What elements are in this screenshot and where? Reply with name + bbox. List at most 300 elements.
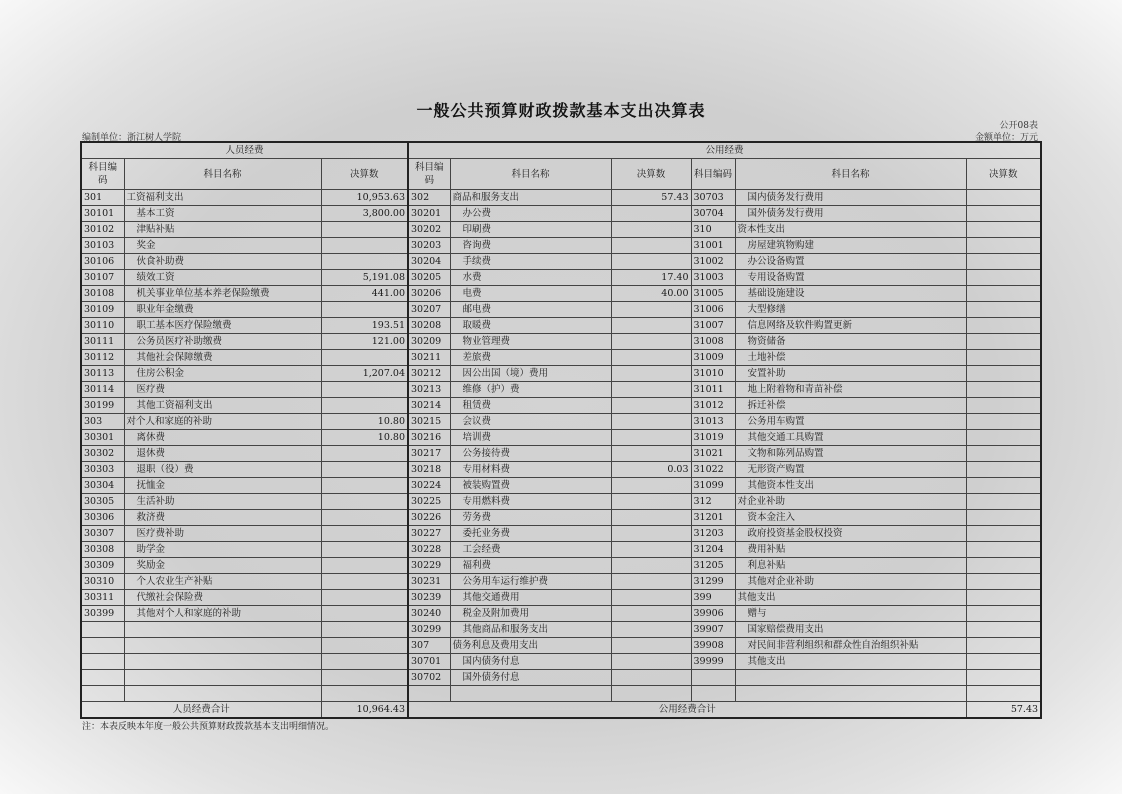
item-name: 劳务费 <box>450 510 611 526</box>
item-code: 30112 <box>81 350 124 366</box>
item-amount: 121.00 <box>321 334 408 350</box>
col-header-amount: 决算数 <box>321 159 408 190</box>
item-amount <box>966 622 1041 638</box>
item-name: 资本性支出 <box>735 222 966 238</box>
item-amount <box>966 590 1041 606</box>
item-code: 30202 <box>408 222 450 238</box>
item-name: 土地补偿 <box>735 350 966 366</box>
item-name <box>124 670 321 686</box>
table-row <box>81 478 1041 494</box>
item-name: 房屋建筑物购建 <box>735 238 966 254</box>
item-amount <box>611 558 691 574</box>
col-header-name: 科目名称 <box>735 159 966 190</box>
item-name: 专用设备购置 <box>735 270 966 286</box>
item-amount <box>611 478 691 494</box>
item-code: 310 <box>691 222 735 238</box>
item-name: 机关事业单位基本养老保险缴费 <box>124 286 321 302</box>
item-name: 基本工资 <box>124 206 321 222</box>
table-row <box>81 430 1041 446</box>
item-name: 信息网络及软件购置更新 <box>735 318 966 334</box>
item-amount <box>321 254 408 270</box>
item-name: 福利费 <box>450 558 611 574</box>
item-name: 伙食补助费 <box>124 254 321 270</box>
item-amount <box>966 654 1041 670</box>
item-name: 办公费 <box>450 206 611 222</box>
item-code: 39999 <box>691 654 735 670</box>
item-code: 31013 <box>691 414 735 430</box>
item-name: 水费 <box>450 270 611 286</box>
item-amount: 10.80 <box>321 414 408 430</box>
item-code: 31002 <box>691 254 735 270</box>
item-amount <box>966 398 1041 414</box>
item-name: 电费 <box>450 286 611 302</box>
item-amount <box>611 510 691 526</box>
item-amount <box>321 638 408 654</box>
item-name: 物业管理费 <box>450 334 611 350</box>
item-code: 399 <box>691 590 735 606</box>
item-name <box>124 686 321 702</box>
item-name: 税金及附加费用 <box>450 606 611 622</box>
item-code: 30702 <box>408 670 450 686</box>
item-amount <box>611 398 691 414</box>
item-name: 其他交通费用 <box>450 590 611 606</box>
table-row <box>81 494 1041 510</box>
item-code: 31009 <box>691 350 735 366</box>
page-title: 一般公共预算财政拨款基本支出决算表 <box>416 101 706 120</box>
item-amount: 0.03 <box>611 462 691 478</box>
item-name <box>735 670 966 686</box>
item-code: 312 <box>691 494 735 510</box>
item-amount: 193.51 <box>321 318 408 334</box>
item-code <box>691 686 735 702</box>
item-code: 30212 <box>408 366 450 382</box>
item-code: 30218 <box>408 462 450 478</box>
item-name: 邮电费 <box>450 302 611 318</box>
item-amount: 57.43 <box>611 190 691 206</box>
item-code: 30302 <box>81 446 124 462</box>
item-code <box>691 670 735 686</box>
item-amount <box>611 606 691 622</box>
item-code: 31012 <box>691 398 735 414</box>
table-row <box>81 382 1041 398</box>
item-code: 30399 <box>81 606 124 622</box>
table-row <box>81 222 1041 238</box>
item-code: 30106 <box>81 254 124 270</box>
item-code: 30203 <box>408 238 450 254</box>
item-amount: 17.40 <box>611 270 691 286</box>
item-amount <box>321 462 408 478</box>
item-code: 30227 <box>408 526 450 542</box>
item-name: 取暖费 <box>450 318 611 334</box>
item-amount <box>611 686 691 702</box>
item-code: 30114 <box>81 382 124 398</box>
item-amount <box>321 606 408 622</box>
item-code: 302 <box>408 190 450 206</box>
table-row <box>81 686 1041 702</box>
item-amount: 3,800.00 <box>321 206 408 222</box>
item-code: 30109 <box>81 302 124 318</box>
item-amount <box>611 302 691 318</box>
item-name: 退职（役）费 <box>124 462 321 478</box>
item-code <box>81 670 124 686</box>
item-amount <box>966 254 1041 270</box>
item-code: 30310 <box>81 574 124 590</box>
item-amount <box>321 350 408 366</box>
item-code: 30303 <box>81 462 124 478</box>
item-name: 国内债务发行费用 <box>735 190 966 206</box>
item-name: 其他资本性支出 <box>735 478 966 494</box>
item-name: 其他支出 <box>735 590 966 606</box>
item-code: 30213 <box>408 382 450 398</box>
public-total-value: 57.43 <box>966 702 1041 719</box>
item-code: 30701 <box>408 654 450 670</box>
item-amount <box>966 574 1041 590</box>
item-amount <box>321 670 408 686</box>
item-amount <box>321 574 408 590</box>
item-amount <box>966 446 1041 462</box>
item-code: 30199 <box>81 398 124 414</box>
item-name: 退休费 <box>124 446 321 462</box>
table-row <box>81 302 1041 318</box>
item-name: 公务员医疗补助缴费 <box>124 334 321 350</box>
col-header-name: 科目名称 <box>124 159 321 190</box>
item-code: 31201 <box>691 510 735 526</box>
item-name: 其他商品和服务支出 <box>450 622 611 638</box>
item-name: 基础设施建设 <box>735 286 966 302</box>
item-name: 职业年金缴费 <box>124 302 321 318</box>
table-row <box>81 254 1041 270</box>
item-amount <box>611 350 691 366</box>
item-code: 30704 <box>691 206 735 222</box>
item-name: 其他交通工具购置 <box>735 430 966 446</box>
item-name: 国家赔偿费用支出 <box>735 622 966 638</box>
table-row <box>81 558 1041 574</box>
item-amount <box>611 238 691 254</box>
table-row <box>81 238 1041 254</box>
table-row <box>81 526 1041 542</box>
item-code <box>81 638 124 654</box>
item-code <box>81 622 124 638</box>
item-amount <box>611 206 691 222</box>
item-amount <box>611 638 691 654</box>
item-name: 其他社会保障缴费 <box>124 350 321 366</box>
item-name: 对企业补助 <box>735 494 966 510</box>
item-amount: 1,207.04 <box>321 366 408 382</box>
item-code: 30207 <box>408 302 450 318</box>
item-name: 地上附着物和青苗补偿 <box>735 382 966 398</box>
item-amount <box>966 222 1041 238</box>
item-code: 307 <box>408 638 450 654</box>
item-amount <box>966 526 1041 542</box>
item-code: 30307 <box>81 526 124 542</box>
item-code: 30226 <box>408 510 450 526</box>
item-name: 个人农业生产补贴 <box>124 574 321 590</box>
org-label: 编制单位：浙江树人学院 <box>82 133 182 143</box>
table-row <box>81 670 1041 686</box>
item-code: 31203 <box>691 526 735 542</box>
item-code: 31010 <box>691 366 735 382</box>
item-amount <box>966 478 1041 494</box>
item-amount <box>966 638 1041 654</box>
item-code: 30239 <box>408 590 450 606</box>
item-amount <box>321 542 408 558</box>
item-name: 手续费 <box>450 254 611 270</box>
item-code: 31006 <box>691 302 735 318</box>
table-row <box>81 606 1041 622</box>
item-name: 委托业务费 <box>450 526 611 542</box>
item-amount <box>966 686 1041 702</box>
item-amount <box>966 190 1041 206</box>
item-name: 其他对企业补助 <box>735 574 966 590</box>
table-row <box>81 542 1041 558</box>
item-code: 30201 <box>408 206 450 222</box>
expenditure-table <box>80 141 1042 719</box>
item-code: 30224 <box>408 478 450 494</box>
item-name: 债务利息及费用支出 <box>450 638 611 654</box>
form-code: 公开08表 <box>999 121 1038 131</box>
personnel-total-value: 10,964.43 <box>321 702 408 719</box>
item-name: 生活补助 <box>124 494 321 510</box>
item-name: 维修（护）费 <box>450 382 611 398</box>
item-amount <box>321 478 408 494</box>
item-name: 绩效工资 <box>124 270 321 286</box>
item-name: 抚恤金 <box>124 478 321 494</box>
item-name: 职工基本医疗保险缴费 <box>124 318 321 334</box>
item-code: 30304 <box>81 478 124 494</box>
item-amount <box>611 446 691 462</box>
item-amount <box>966 366 1041 382</box>
item-code: 30306 <box>81 510 124 526</box>
item-name: 津贴补贴 <box>124 222 321 238</box>
item-amount <box>966 286 1041 302</box>
item-code: 30209 <box>408 334 450 350</box>
item-amount <box>966 270 1041 286</box>
item-name: 国外债务付息 <box>450 670 611 686</box>
item-amount <box>321 590 408 606</box>
item-code: 31019 <box>691 430 735 446</box>
section-public: 公用经费 <box>408 142 1041 159</box>
table-row <box>81 446 1041 462</box>
item-amount <box>611 574 691 590</box>
item-amount <box>611 334 691 350</box>
item-amount <box>966 462 1041 478</box>
table-row <box>81 622 1041 638</box>
item-name: 培训费 <box>450 430 611 446</box>
item-code: 31021 <box>691 446 735 462</box>
item-amount <box>321 622 408 638</box>
item-code: 30110 <box>81 318 124 334</box>
item-amount <box>321 398 408 414</box>
item-code: 30111 <box>81 334 124 350</box>
item-name: 被装购置费 <box>450 478 611 494</box>
item-amount <box>611 622 691 638</box>
item-amount: 10.80 <box>321 430 408 446</box>
item-code: 31008 <box>691 334 735 350</box>
item-name: 对个人和家庭的补助 <box>124 414 321 430</box>
item-amount <box>611 254 691 270</box>
col-header-name: 科目名称 <box>450 159 611 190</box>
item-name: 公务用车购置 <box>735 414 966 430</box>
item-code: 31099 <box>691 478 735 494</box>
item-code <box>81 654 124 670</box>
footnote: 注：本表反映本年度一般公共预算财政拨款基本支出明细情况。 <box>82 722 335 732</box>
item-amount <box>966 670 1041 686</box>
item-code: 30301 <box>81 430 124 446</box>
col-header-code: 科目编码 <box>691 159 735 190</box>
item-amount <box>966 606 1041 622</box>
item-code: 30311 <box>81 590 124 606</box>
item-amount <box>611 494 691 510</box>
item-amount <box>966 318 1041 334</box>
item-amount <box>611 414 691 430</box>
item-name: 专用材料费 <box>450 462 611 478</box>
item-code: 30102 <box>81 222 124 238</box>
item-amount <box>611 590 691 606</box>
item-name: 工资福利支出 <box>124 190 321 206</box>
item-name <box>450 686 611 702</box>
item-code: 31205 <box>691 558 735 574</box>
item-amount <box>611 318 691 334</box>
item-code: 30215 <box>408 414 450 430</box>
item-name: 安置补助 <box>735 366 966 382</box>
table-row <box>81 414 1041 430</box>
item-code: 30107 <box>81 270 124 286</box>
item-name: 国内债务付息 <box>450 654 611 670</box>
item-code: 31011 <box>691 382 735 398</box>
item-name <box>124 622 321 638</box>
item-name: 助学金 <box>124 542 321 558</box>
item-amount <box>966 414 1041 430</box>
item-code: 30217 <box>408 446 450 462</box>
item-name: 办公设备购置 <box>735 254 966 270</box>
item-amount <box>611 366 691 382</box>
item-name: 会议费 <box>450 414 611 430</box>
table-row <box>81 462 1041 478</box>
item-name: 咨询费 <box>450 238 611 254</box>
item-code: 30703 <box>691 190 735 206</box>
item-code: 30108 <box>81 286 124 302</box>
item-code: 39907 <box>691 622 735 638</box>
table-row <box>81 398 1041 414</box>
item-code: 30231 <box>408 574 450 590</box>
col-header-amount: 决算数 <box>611 159 691 190</box>
item-amount <box>321 446 408 462</box>
item-code: 31022 <box>691 462 735 478</box>
item-name: 商品和服务支出 <box>450 190 611 206</box>
item-code: 30308 <box>81 542 124 558</box>
item-code: 31007 <box>691 318 735 334</box>
public-total-label: 公用经费合计 <box>408 702 966 719</box>
item-code: 39906 <box>691 606 735 622</box>
item-amount <box>966 558 1041 574</box>
item-name: 因公出国（境）费用 <box>450 366 611 382</box>
item-code: 30211 <box>408 350 450 366</box>
item-code: 31003 <box>691 270 735 286</box>
item-code: 30240 <box>408 606 450 622</box>
col-header-code: 科目编码 <box>408 159 450 190</box>
item-name: 医疗费 <box>124 382 321 398</box>
table-row <box>81 654 1041 670</box>
item-name: 文物和陈列品购置 <box>735 446 966 462</box>
item-code: 30299 <box>408 622 450 638</box>
item-amount <box>966 430 1041 446</box>
item-name: 拆迁补偿 <box>735 398 966 414</box>
table-row <box>81 590 1041 606</box>
item-amount <box>966 494 1041 510</box>
table-row <box>81 318 1041 334</box>
table-row <box>81 270 1041 286</box>
item-amount <box>611 654 691 670</box>
item-code: 30206 <box>408 286 450 302</box>
item-name: 印刷费 <box>450 222 611 238</box>
item-amount <box>321 382 408 398</box>
item-code: 31001 <box>691 238 735 254</box>
table-row <box>81 574 1041 590</box>
table-row <box>81 510 1041 526</box>
item-amount <box>321 526 408 542</box>
item-code: 30216 <box>408 430 450 446</box>
table-row <box>81 638 1041 654</box>
item-amount <box>321 558 408 574</box>
item-code <box>81 686 124 702</box>
item-name: 奖金 <box>124 238 321 254</box>
item-code: 30305 <box>81 494 124 510</box>
item-name: 奖励金 <box>124 558 321 574</box>
item-code: 30228 <box>408 542 450 558</box>
item-code: 30208 <box>408 318 450 334</box>
item-name: 物资储备 <box>735 334 966 350</box>
item-name: 公务用车运行维护费 <box>450 574 611 590</box>
item-name: 无形资产购置 <box>735 462 966 478</box>
table-row <box>81 286 1041 302</box>
item-name: 公务接待费 <box>450 446 611 462</box>
item-code <box>408 686 450 702</box>
table-row <box>81 366 1041 382</box>
item-name: 国外债务发行费用 <box>735 206 966 222</box>
item-amount <box>966 238 1041 254</box>
item-name: 大型修缮 <box>735 302 966 318</box>
item-name: 专用燃料费 <box>450 494 611 510</box>
item-amount <box>321 686 408 702</box>
item-amount <box>966 206 1041 222</box>
item-amount <box>966 382 1041 398</box>
item-name: 救济费 <box>124 510 321 526</box>
table-row <box>81 190 1041 206</box>
item-code: 301 <box>81 190 124 206</box>
item-name: 住房公积金 <box>124 366 321 382</box>
item-amount <box>966 302 1041 318</box>
item-amount: 5,191.08 <box>321 270 408 286</box>
item-name: 医疗费补助 <box>124 526 321 542</box>
item-code: 39908 <box>691 638 735 654</box>
item-code: 30113 <box>81 366 124 382</box>
item-code: 303 <box>81 414 124 430</box>
item-code: 30214 <box>408 398 450 414</box>
item-amount <box>966 542 1041 558</box>
item-code: 30204 <box>408 254 450 270</box>
item-name: 其他工资福利支出 <box>124 398 321 414</box>
item-amount <box>966 334 1041 350</box>
section-personnel: 人员经费 <box>81 142 408 159</box>
item-name <box>124 638 321 654</box>
col-header-amount: 决算数 <box>966 159 1041 190</box>
item-name: 对民间非营利组织和群众性自治组织补贴 <box>735 638 966 654</box>
item-code: 30309 <box>81 558 124 574</box>
item-amount <box>966 350 1041 366</box>
unit-label: 金额单位：万元 <box>974 133 1038 143</box>
item-amount <box>611 222 691 238</box>
item-code: 31005 <box>691 286 735 302</box>
